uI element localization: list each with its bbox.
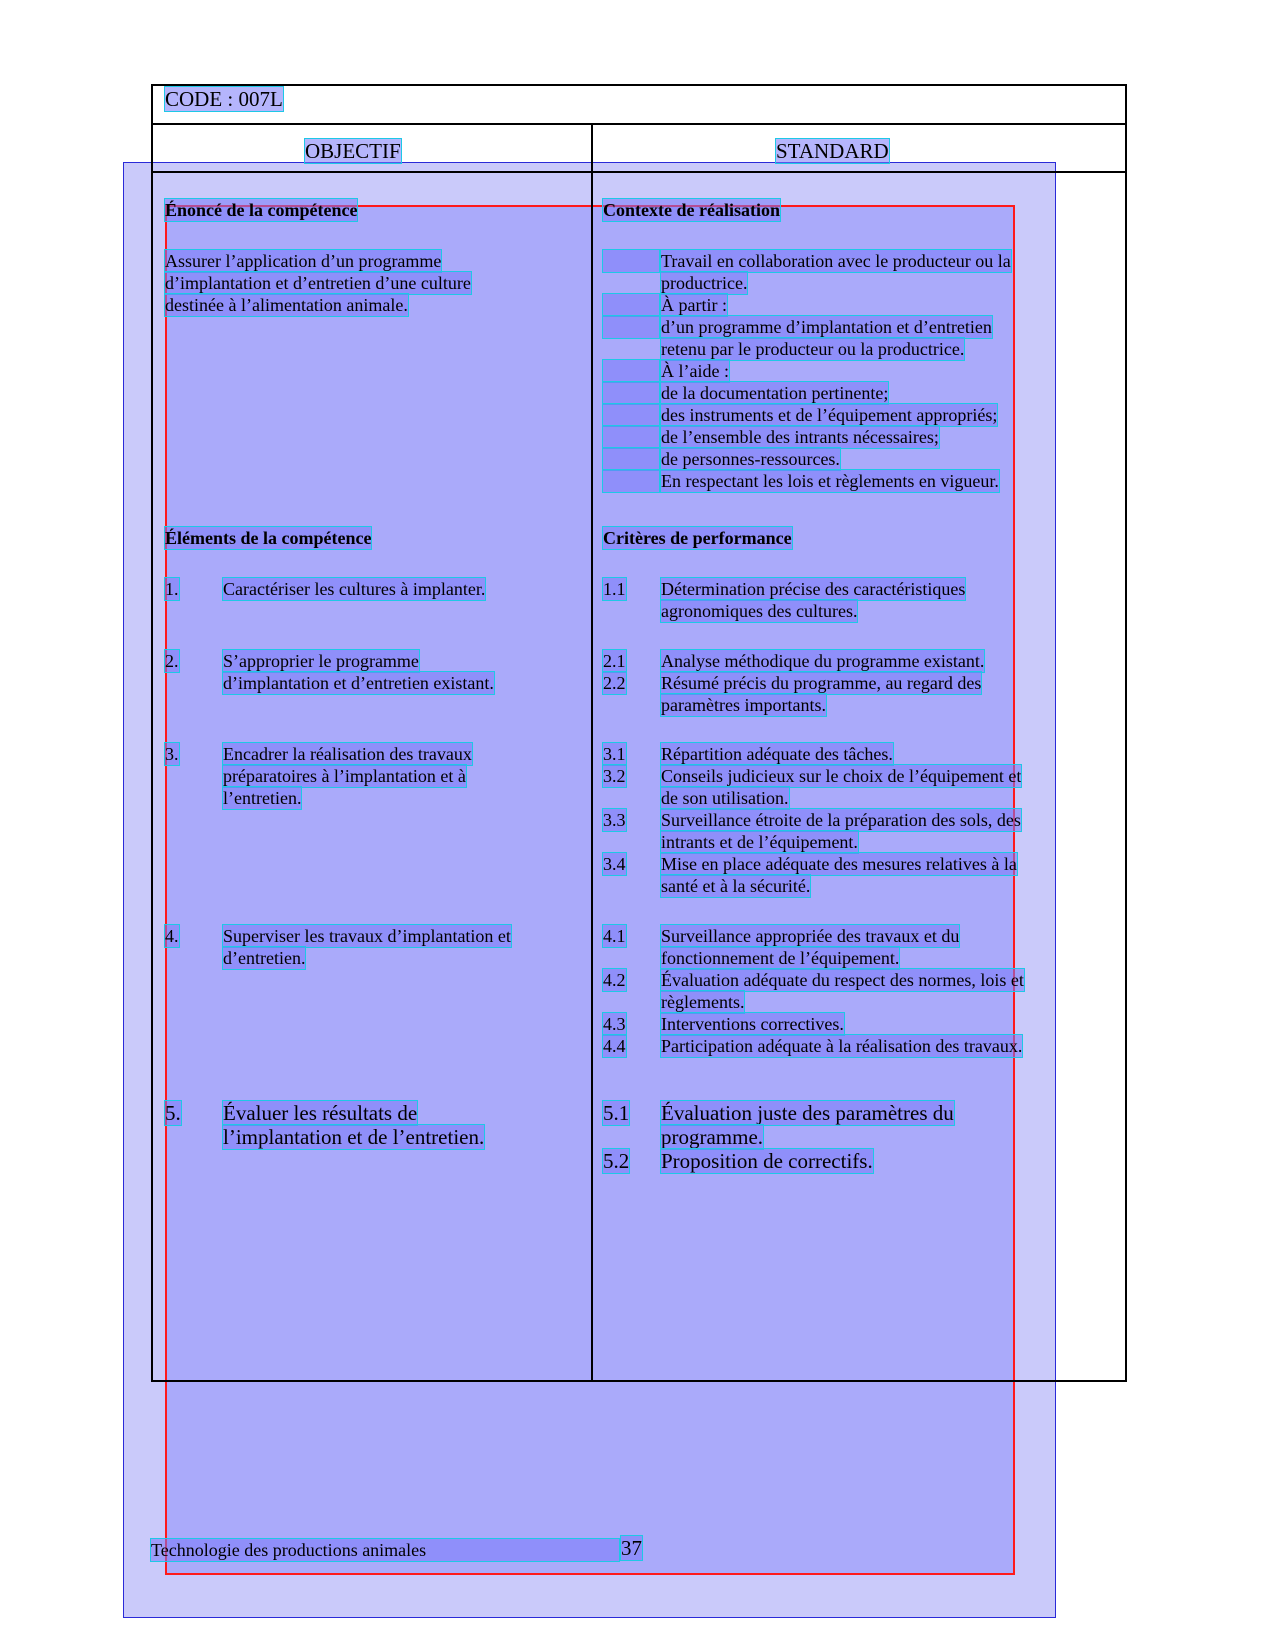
enonce-line: Assurer l’application d’un programme <box>165 251 442 271</box>
element-text: Évaluer les résultats de <box>223 1101 418 1125</box>
element-number: 1. <box>165 579 179 599</box>
criteres-heading: Critères de performance <box>603 528 792 548</box>
element-text: Caractériser les cultures à implanter. <box>223 579 486 599</box>
bullet-marker <box>603 316 659 338</box>
critere-number: 4.3 <box>603 1014 626 1034</box>
critere-number: 5.1 <box>603 1101 630 1125</box>
column-divider <box>591 123 593 1382</box>
element-text: Encadrer la réalisation des travaux <box>223 744 472 764</box>
enonce-heading: Énoncé de la compétence <box>165 200 358 220</box>
element-text: d’implantation et d’entretien existant. <box>223 673 494 693</box>
critere-text: règlements. <box>661 992 745 1012</box>
contexte-line: À l’aide : <box>661 361 729 381</box>
critere-text: fonctionnement de l’équipement. <box>661 948 900 968</box>
critere-number: 3.2 <box>603 766 626 786</box>
critere-text: Analyse méthodique du programme existant. <box>661 651 985 671</box>
critere-text: agronomiques des cultures. <box>661 601 858 621</box>
element-number: 4. <box>165 926 179 946</box>
critere-number: 5.2 <box>603 1149 630 1173</box>
element-text: l’entretien. <box>223 788 302 808</box>
element-text: S’approprier le programme <box>223 651 419 671</box>
critere-number: 4.1 <box>603 926 626 946</box>
critere-text: Conseils judicieux sur le choix de l’équipement et <box>661 766 1022 786</box>
critere-number: 4.2 <box>603 970 626 990</box>
contexte-line: d’un programme d’implantation et d’entretien <box>661 317 992 337</box>
element-text: l’implantation et de l’entretien. <box>223 1125 485 1149</box>
critere-text: Évaluation adéquate du respect des normes, lois et <box>661 970 1024 990</box>
elements-heading: Éléments de la compétence <box>165 528 372 548</box>
contexte-line: des instruments et de l’équipement appropriés; <box>661 405 998 425</box>
contexte-line: À partir : <box>661 295 727 315</box>
critere-text: Surveillance étroite de la préparation des sols, des <box>661 810 1021 830</box>
contexte-line: En respectant les lois et règlements en vigueur. <box>661 471 999 491</box>
bullet-marker <box>603 426 659 448</box>
bullet-marker <box>603 360 659 382</box>
critere-text: de son utilisation. <box>661 788 789 808</box>
contexte-line: retenu par le producteur ou la productrice. <box>661 339 965 359</box>
competence-code: CODE : 007L <box>165 87 283 111</box>
contexte-heading: Contexte de réalisation <box>603 200 780 220</box>
critere-number: 1.1 <box>603 579 626 599</box>
critere-text: Participation adéquate à la réalisation des travaux. <box>661 1036 1023 1056</box>
enonce-line: destinée à l’alimentation animale. <box>165 295 408 315</box>
contexte-line: de personnes-ressources. <box>661 449 840 469</box>
critere-text: santé et à la sécurité. <box>661 876 811 896</box>
contexte-line: Travail en collaboration avec le producteur ou la <box>661 251 1011 271</box>
critere-number: 2.1 <box>603 651 626 671</box>
element-text: préparatoires à l’implantation et à <box>223 766 466 786</box>
critere-number: 4.4 <box>603 1036 626 1056</box>
column-header-objectif: OBJECTIF <box>305 139 401 163</box>
critere-number: 3.3 <box>603 810 626 830</box>
critere-number: 3.4 <box>603 854 626 874</box>
element-text: Superviser les travaux d’implantation et <box>223 926 511 946</box>
element-number: 3. <box>165 744 179 764</box>
code-row <box>151 84 1127 125</box>
critere-number: 3.1 <box>603 744 626 764</box>
bullet-marker <box>603 404 659 426</box>
critere-text: Répartition adéquate des tâches. <box>661 744 893 764</box>
critere-text: Proposition de correctifs. <box>661 1149 873 1173</box>
critere-text: Évaluation juste des paramètres du <box>661 1101 954 1125</box>
critere-text: Interventions correctives. <box>661 1014 844 1034</box>
enonce-line: d’implantation et d’entretien d’une culture <box>165 273 471 293</box>
contexte-line: productrice. <box>661 273 748 293</box>
critere-text: programme. <box>661 1125 764 1149</box>
element-text: d’entretien. <box>223 948 306 968</box>
page-number: 37 <box>621 1536 642 1560</box>
critere-text: Mise en place adéquate des mesures relatives à la <box>661 854 1017 874</box>
contexte-line: de la documentation pertinente; <box>661 383 889 403</box>
bullet-marker <box>603 382 659 404</box>
column-header-standard: STANDARD <box>776 139 889 163</box>
critere-text: Résumé précis du programme, au regard des <box>661 673 982 693</box>
bullet-marker <box>603 250 659 272</box>
contexte-line: de l’ensemble des intrants nécessaires; <box>661 427 939 447</box>
bullet-marker <box>603 294 659 316</box>
critere-text: intrants et de l’équipement. <box>661 832 858 852</box>
critere-text: Surveillance appropriée des travaux et du <box>661 926 960 946</box>
footer-title: Technologie des productions animales <box>151 1539 619 1561</box>
critere-text: paramètres importants. <box>661 695 826 715</box>
critere-text: Détermination précise des caractéristiques <box>661 579 966 599</box>
element-number: 2. <box>165 651 179 671</box>
element-number: 5. <box>165 1101 181 1125</box>
critere-number: 2.2 <box>603 673 626 693</box>
bullet-marker <box>603 470 659 492</box>
header-row <box>151 123 1127 173</box>
bullet-marker <box>603 448 659 470</box>
